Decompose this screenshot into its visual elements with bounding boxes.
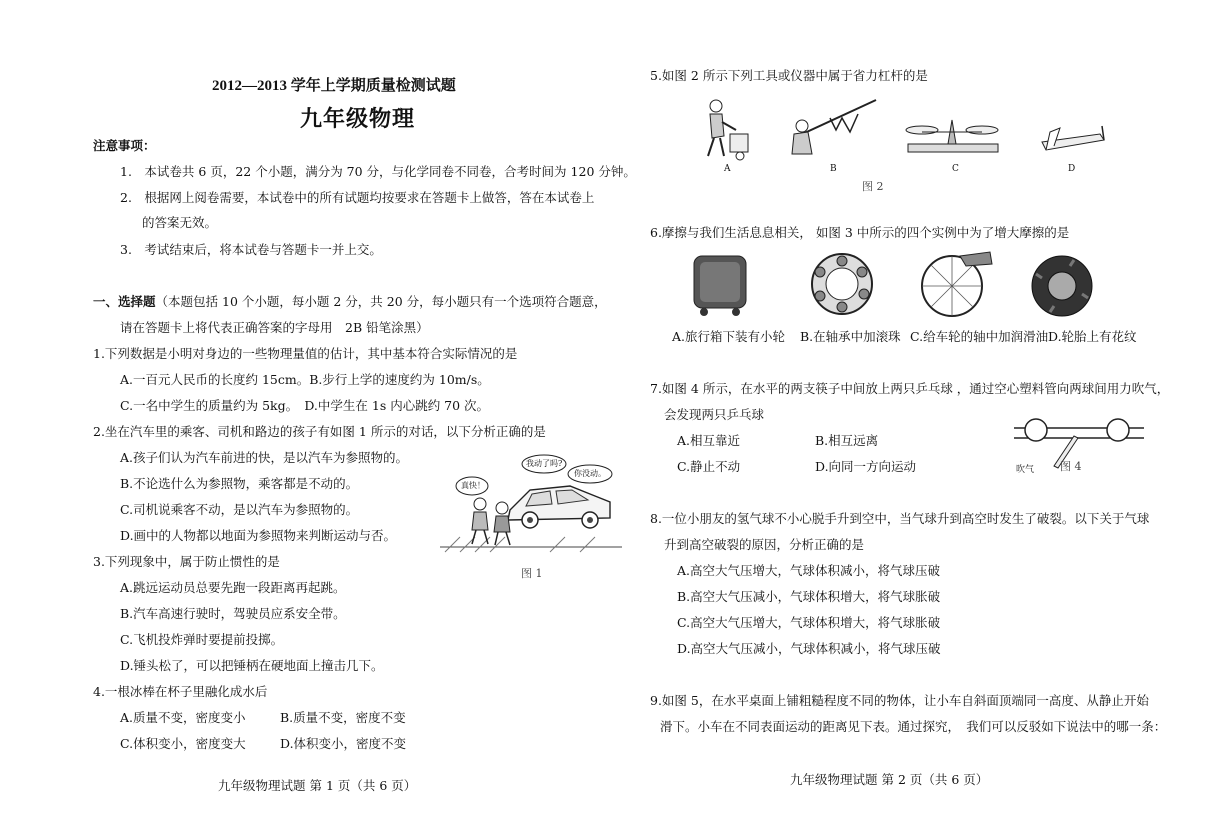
q7-stem-cont: 会发现两只乒乓球 [664,407,765,422]
q1-options-cd: C.一名中学生的质量约为 5kg。 D.中学生在 1s 内心跳约 70 次。 [120,398,490,413]
q6-option-c: C.给车轮的轴中加润滑油 [910,329,1049,344]
q3-stem: 3.下列现象中，属于防止惯性的是 [93,554,280,569]
section-1-label: 一、选择题 [93,294,156,309]
q4-stem: 4.一根冰棒在杯子里融化成水后 [93,684,268,699]
figure-1-bubble-driver: 你没动。 [574,469,606,478]
notice-heading: 注意事项： [93,138,156,153]
q3-option-c: C.飞机投炸弹时要提前投掷。 [120,632,284,647]
q4-option-d: D.体积变小，密度不变 [280,736,407,751]
q5-stem: 5.如图 2 所示下列工具或仪器中属于省力杠杆的是 [650,68,928,83]
q8-option-a: A.高空大气压增大，气球体积减小，将气球压破 [677,563,941,578]
figure-1-car-scene [440,452,622,560]
notice-1: 1. 本试卷共 6 页，22 个小题，满分为 70 分，与化学同卷不同卷，合考时间为 120 分钟。 [120,164,636,179]
figure-3-friction-examples [690,250,1110,320]
q9-stem-cont: 滑下。小车在不同表面运动的距离见下表。通过探究， 我们可以反驳如下说法中的哪一条： [660,719,1167,734]
exam-subject: 九年级物理 [300,106,416,132]
q1-stem: 1.下列数据是小明对身边的一些物理量值的估计，其中基本符合实际情况的是 [93,346,518,361]
section-1-desc2: 请在答题卡上将代表正确答案的字母用 2B 铅笔涂黑） [120,320,429,335]
figure-1-caption: 图 1 [521,567,543,580]
q2-option-a: A.孩子们认为汽车前进的快，是以汽车为参照物的。 [120,450,409,465]
q2-option-b: B.不论选什么为参照物，乘客都是不动的。 [120,476,359,491]
q6-option-a: A.旅行箱下装有小轮 [672,329,786,344]
q3-option-b: B.汽车高速行驶时，驾驶员应系安全带。 [120,606,346,621]
q7-option-c: C.静止不动 [677,459,741,474]
exam-title: 2012—2013 学年上学期质量检测试题 [212,78,456,94]
figure-2-label-a: A [724,164,731,174]
q3-option-d: D.锤头松了，可以把锤柄在硬地面上撞击几下。 [120,658,384,673]
figure-4-blow-label: 吹气 [1016,465,1035,475]
figure-2-label-b: B [830,164,837,174]
q7-option-d: D.向同一方向运动 [815,459,917,474]
q1-options-ab: A.一百元人民币的长度约 15cm。B.步行上学的速度约为 10m/s。 [120,372,490,387]
figure-1-bubble-passenger: 我动了吗? [526,459,563,468]
q2-stem: 2.坐在汽车里的乘客、司机和路边的孩子有如图 1 所示的对话，以下分析正确的是 [93,424,546,439]
figure-4-ping-pong-balls [1014,408,1154,474]
q2-option-d: D.画中的人物都以地面为参照物来判断运动与否。 [120,528,397,543]
q4-option-b: B.质量不变，密度不变 [280,710,406,725]
q6-option-b: B.在轴承中加滚珠 [800,329,901,344]
q2-option-c: C.司机说乘客不动，是以汽车为参照物的。 [120,502,359,517]
footer-page-1: 九年级物理试题 第 1 页（共 6 页） [218,778,417,793]
q8-option-b: B.高空大气压减小，气球体积增大，将气球胀破 [677,589,941,604]
q7-option-a: A.相互靠近 [677,433,741,448]
q7-option-b: B.相互远离 [815,433,879,448]
figure-2-label-c: C [952,164,959,174]
figure-2-caption: 图 2 [862,180,884,193]
notice-2-cont: 的答案无效。 [142,215,218,230]
section-1-header [93,294,607,310]
figure-4-caption: 图 4 [1060,460,1082,473]
footer-page-2: 九年级物理试题 第 2 页（共 6 页） [790,772,989,787]
figure-2-levers [690,96,1120,174]
q8-stem: 8.一位小朋友的氢气球不小心脱手升到空中，当气球升到高空时发生了破裂。以下关于气球 [650,511,1150,526]
q4-option-a: A.质量不变，密度变小 [120,710,246,725]
q7-stem: 7.如图 4 所示，在水平的两支筷子中间放上两只乒乓球 ，通过空心塑料管向两球间用力吹气， [650,381,1170,396]
q4-option-c: C.体积变小，密度变大 [120,736,246,751]
q3-option-a: A.跳远运动员总要先跑一段距离再起跳。 [120,580,346,595]
q8-option-c: C.高空大气压增大，气球体积增大，将气球胀破 [677,615,941,630]
figure-2-label-d: D [1068,164,1076,174]
q8-stem-cont: 升到高空破裂的原因，分析正确的是 [664,537,865,552]
notice-3: 3. 考试结束后，将本试卷与答题卡一并上交。 [120,242,382,257]
q8-option-d: D.高空大气压减小，气球体积减小，将气球压破 [677,641,941,656]
notice-2: 2. 根据网上阅卷需要，本试卷中的所有试题均按要求在答题卡上做答，答在本试卷上 [120,190,595,205]
section-1-desc: （本题包括 10 个小题，每小题 2 分，共 20 分，每小题只有一个选项符合题意， [155,294,607,309]
figure-1-bubble-kid: 真快！ [461,481,485,490]
q9-stem: 9.如图 5，在水平桌面上铺粗糙程度不同的物体，让小车自斜面顶端同一高度、从静止开始 [650,693,1149,708]
q6-option-d: D.轮胎上有花纹 [1048,329,1137,344]
q6-stem: 6.摩擦与我们生活息息相关， 如图 3 中所示的四个实例中为了增大摩擦的是 [650,225,1070,240]
